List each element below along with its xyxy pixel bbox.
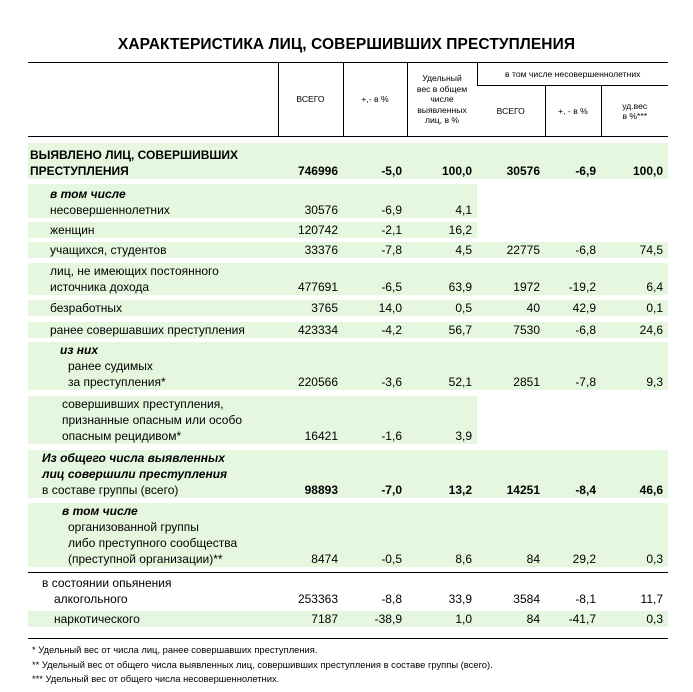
cell-minors-total — [477, 184, 545, 218]
cell-minors-total — [477, 396, 545, 444]
cell-total: 16421 — [278, 396, 343, 444]
cell-total: 7187 — [278, 611, 343, 627]
cell-total: 477691 — [278, 263, 343, 295]
row-label: учащихся, студентов — [28, 242, 278, 258]
cell-share: 3,9 — [407, 396, 477, 444]
cell-minors-share: 11,7 — [601, 573, 668, 608]
table-row — [28, 300, 668, 316]
cell-share: 0,5 — [407, 300, 477, 316]
cell-minors-change — [545, 396, 601, 444]
cell-change: -1,6 — [343, 396, 407, 444]
cell-minors-change: 29,2 — [545, 503, 601, 567]
row-label: ранее совершавших преступления — [28, 322, 278, 338]
table-row — [28, 450, 668, 498]
row-label: в состоянии опьянения алкогольного — [28, 573, 278, 608]
table-row — [28, 396, 668, 444]
cell-minors-change — [545, 222, 601, 238]
table-bottom-rule — [28, 638, 668, 639]
table-row — [28, 222, 668, 238]
row-label: лиц, не имеющих постоянного источника дохода — [28, 263, 278, 295]
cell-minors-total: 30576 — [477, 143, 545, 179]
cell-minors-total: 3584 — [477, 573, 545, 608]
cell-minors-change — [545, 184, 601, 218]
cell-minors-share — [601, 184, 668, 218]
cell-minors-total: 22775 — [477, 242, 545, 258]
cell-minors-total: 1972 — [477, 263, 545, 295]
footnote: *** Удельный вес от общего числа несовершеннолетних. — [32, 673, 280, 684]
cell-share: 63,9 — [407, 263, 477, 295]
row-label: в том числе организованной группы либо преступного сообщества (преступной организации)** — [28, 503, 278, 567]
cell-minors-change: -8,4 — [545, 450, 601, 498]
cell-share: 4,1 — [407, 184, 477, 218]
cell-change: -2,1 — [343, 222, 407, 238]
header-minors-share: уд.вес в %*** — [601, 86, 668, 137]
cell-share: 52,1 — [407, 342, 477, 390]
table-row — [28, 263, 668, 295]
cell-minors-share: 24,6 — [601, 322, 668, 338]
cell-share: 16,2 — [407, 222, 477, 238]
cell-minors-change: -19,2 — [545, 263, 601, 295]
cell-minors-share: 9,3 — [601, 342, 668, 390]
cell-change: -7,8 — [343, 242, 407, 258]
cell-minors-change: 42,9 — [545, 300, 601, 316]
cell-change: -38,9 — [343, 611, 407, 627]
cell-minors-share: 0,3 — [601, 503, 668, 567]
cell-share: 56,7 — [407, 322, 477, 338]
row-label: совершивших преступления, признанные опасным или особо опасным рецидивом* — [28, 396, 278, 444]
cell-change: -8,8 — [343, 573, 407, 608]
row-label: безработных — [28, 300, 278, 316]
cell-share: 8,6 — [407, 503, 477, 567]
cell-share: 13,2 — [407, 450, 477, 498]
header-minors-change: +, - в % — [545, 86, 601, 137]
cell-minors-change: -6,8 — [545, 322, 601, 338]
row-label: из них ранее судимых за преступления* — [28, 342, 278, 390]
cell-total: 30576 — [278, 184, 343, 218]
cell-change: -4,2 — [343, 322, 407, 338]
cell-change: -6,9 — [343, 184, 407, 218]
cell-change: -3,6 — [343, 342, 407, 390]
cell-minors-change: -6,9 — [545, 143, 601, 179]
header-row — [28, 63, 668, 86]
cell-total: 253363 — [278, 573, 343, 608]
footnote: * Удельный вес от числа лиц, ранее совершавших преступления. — [32, 644, 318, 655]
cell-minors-total: 2851 — [477, 342, 545, 390]
cell-minors-change: -8,1 — [545, 573, 601, 608]
cell-minors-share — [601, 396, 668, 444]
row-label: женщин — [28, 222, 278, 238]
cell-change: -7,0 — [343, 450, 407, 498]
cell-total: 33376 — [278, 242, 343, 258]
header-share: Удельный вес в общем числе выявленных лиц, в % — [407, 63, 477, 137]
cell-minors-total: 40 — [477, 300, 545, 316]
table-row — [28, 184, 668, 218]
cell-minors-total: 7530 — [477, 322, 545, 338]
row-label: ВЫЯВЛЕНО ЛИЦ, СОВЕРШИВШИХ ПРЕСТУПЛЕНИЯ — [28, 143, 278, 179]
cell-total: 98893 — [278, 450, 343, 498]
footnotes — [32, 643, 493, 687]
cell-minors-total — [477, 222, 545, 238]
cell-minors-total: 84 — [477, 503, 545, 567]
row-label: наркотического — [28, 611, 278, 627]
cell-minors-total: 14251 — [477, 450, 545, 498]
cell-minors-change: -6,8 — [545, 242, 601, 258]
header-change: +,- в % — [343, 63, 407, 137]
cell-minors-share: 46,6 — [601, 450, 668, 498]
statistics-table — [28, 62, 668, 627]
cell-minors-share: 74,5 — [601, 242, 668, 258]
row-label: Из общего числа выявленных лиц совершили преступления в составе группы (всего) — [28, 450, 278, 498]
cell-total: 220566 — [278, 342, 343, 390]
header-minors-group: в том числе несовершеннолетних — [477, 63, 668, 86]
table-row — [28, 242, 668, 258]
cell-change: -0,5 — [343, 503, 407, 567]
cell-total: 423334 — [278, 322, 343, 338]
cell-share: 1,0 — [407, 611, 477, 627]
cell-change: -5,0 — [343, 143, 407, 179]
table-row — [28, 503, 668, 567]
cell-minors-share — [601, 222, 668, 238]
footnote: ** Удельный вес от общего числа выявленных лиц, совершивших преступления в составе группы (всего). — [32, 658, 493, 670]
cell-share: 4,5 — [407, 242, 477, 258]
table-row — [28, 573, 668, 608]
cell-minors-share: 0,1 — [601, 300, 668, 316]
cell-change: 14,0 — [343, 300, 407, 316]
table-row — [28, 322, 668, 338]
cell-share: 33,9 — [407, 573, 477, 608]
cell-total: 8474 — [278, 503, 343, 567]
table-row — [28, 143, 668, 179]
table-row — [28, 342, 668, 390]
cell-total: 120742 — [278, 222, 343, 238]
cell-minors-share: 0,3 — [601, 611, 668, 627]
cell-minors-share: 100,0 — [601, 143, 668, 179]
cell-minors-change: -7,8 — [545, 342, 601, 390]
header-label-column — [28, 63, 278, 137]
cell-minors-change: -41,7 — [545, 611, 601, 627]
header-minors-total: ВСЕГО — [477, 86, 545, 137]
cell-share: 100,0 — [407, 143, 477, 179]
cell-total: 3765 — [278, 300, 343, 316]
page-title: ХАРАКТЕРИСТИКА ЛИЦ, СОВЕРШИВШИХ ПРЕСТУПЛЕНИЯ — [117, 36, 576, 53]
table-row — [28, 611, 668, 627]
row-label: в том числе несовершеннолетних — [28, 184, 278, 218]
cell-total: 746996 — [278, 143, 343, 179]
header-total: ВСЕГО — [278, 63, 343, 137]
cell-change: -6,5 — [343, 263, 407, 295]
cell-minors-share: 6,4 — [601, 263, 668, 295]
cell-minors-total: 84 — [477, 611, 545, 627]
